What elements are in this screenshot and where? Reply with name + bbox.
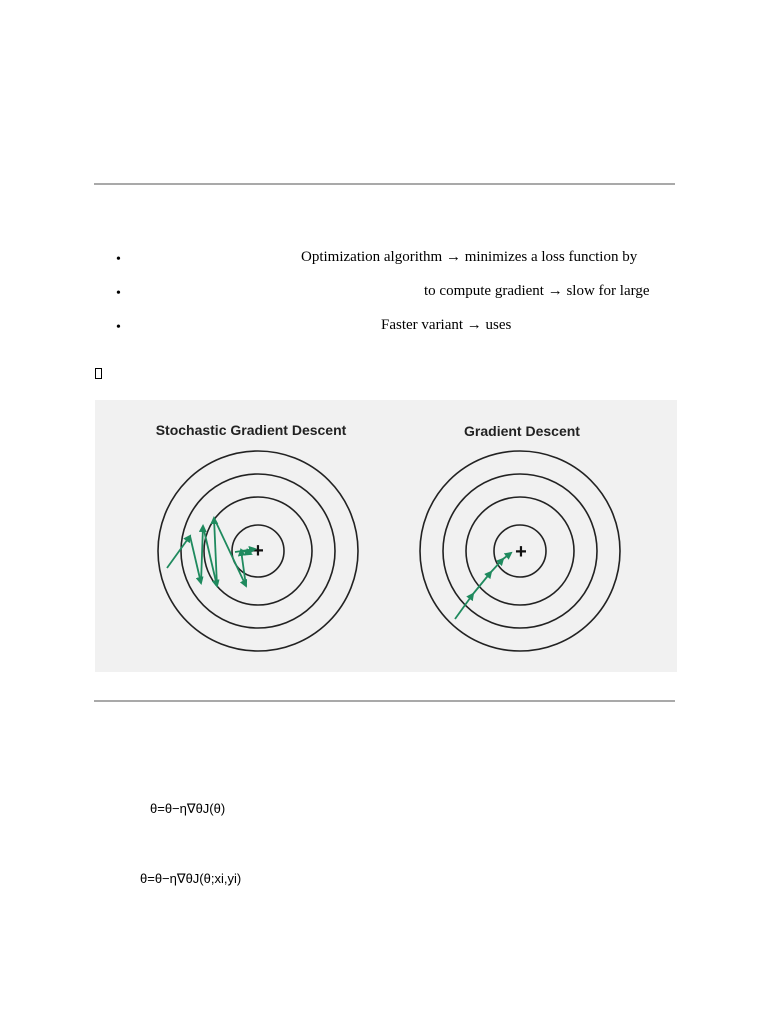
gradient-descent-figure [95,400,677,672]
sgd-center-marker: + [252,540,264,562]
sgd-zigzag-path [167,518,255,586]
bullet-text: to compute gradient → slow for large [424,283,650,299]
bottom-divider [94,700,675,702]
gd-update-formula: θ=θ−η∇θJ(θ) [150,801,226,816]
top-divider [94,183,675,185]
bullet-dot: • [116,252,121,267]
gd-straight-path [455,553,511,619]
bullet-text: Faster variant → uses [381,317,512,333]
gd-title: Gradient Descent [464,423,580,439]
bullet-dot: • [116,286,121,301]
sgd-update-formula: θ=θ−η∇θJ(θ;xi,yi) [140,871,242,886]
sgd-title: Stochastic Gradient Descent [155,422,347,438]
missing-glyph-icon [95,368,102,379]
gd-center-marker: + [515,541,527,563]
bullet-dot: • [116,320,121,335]
bullet-item-1 [0,247,768,271]
bullet-text: Optimization algorithm → minimizes a loss function by [301,249,638,265]
figure-svg [95,400,677,672]
bullet-item-2 [0,281,768,305]
bullet-item-3 [0,315,768,339]
